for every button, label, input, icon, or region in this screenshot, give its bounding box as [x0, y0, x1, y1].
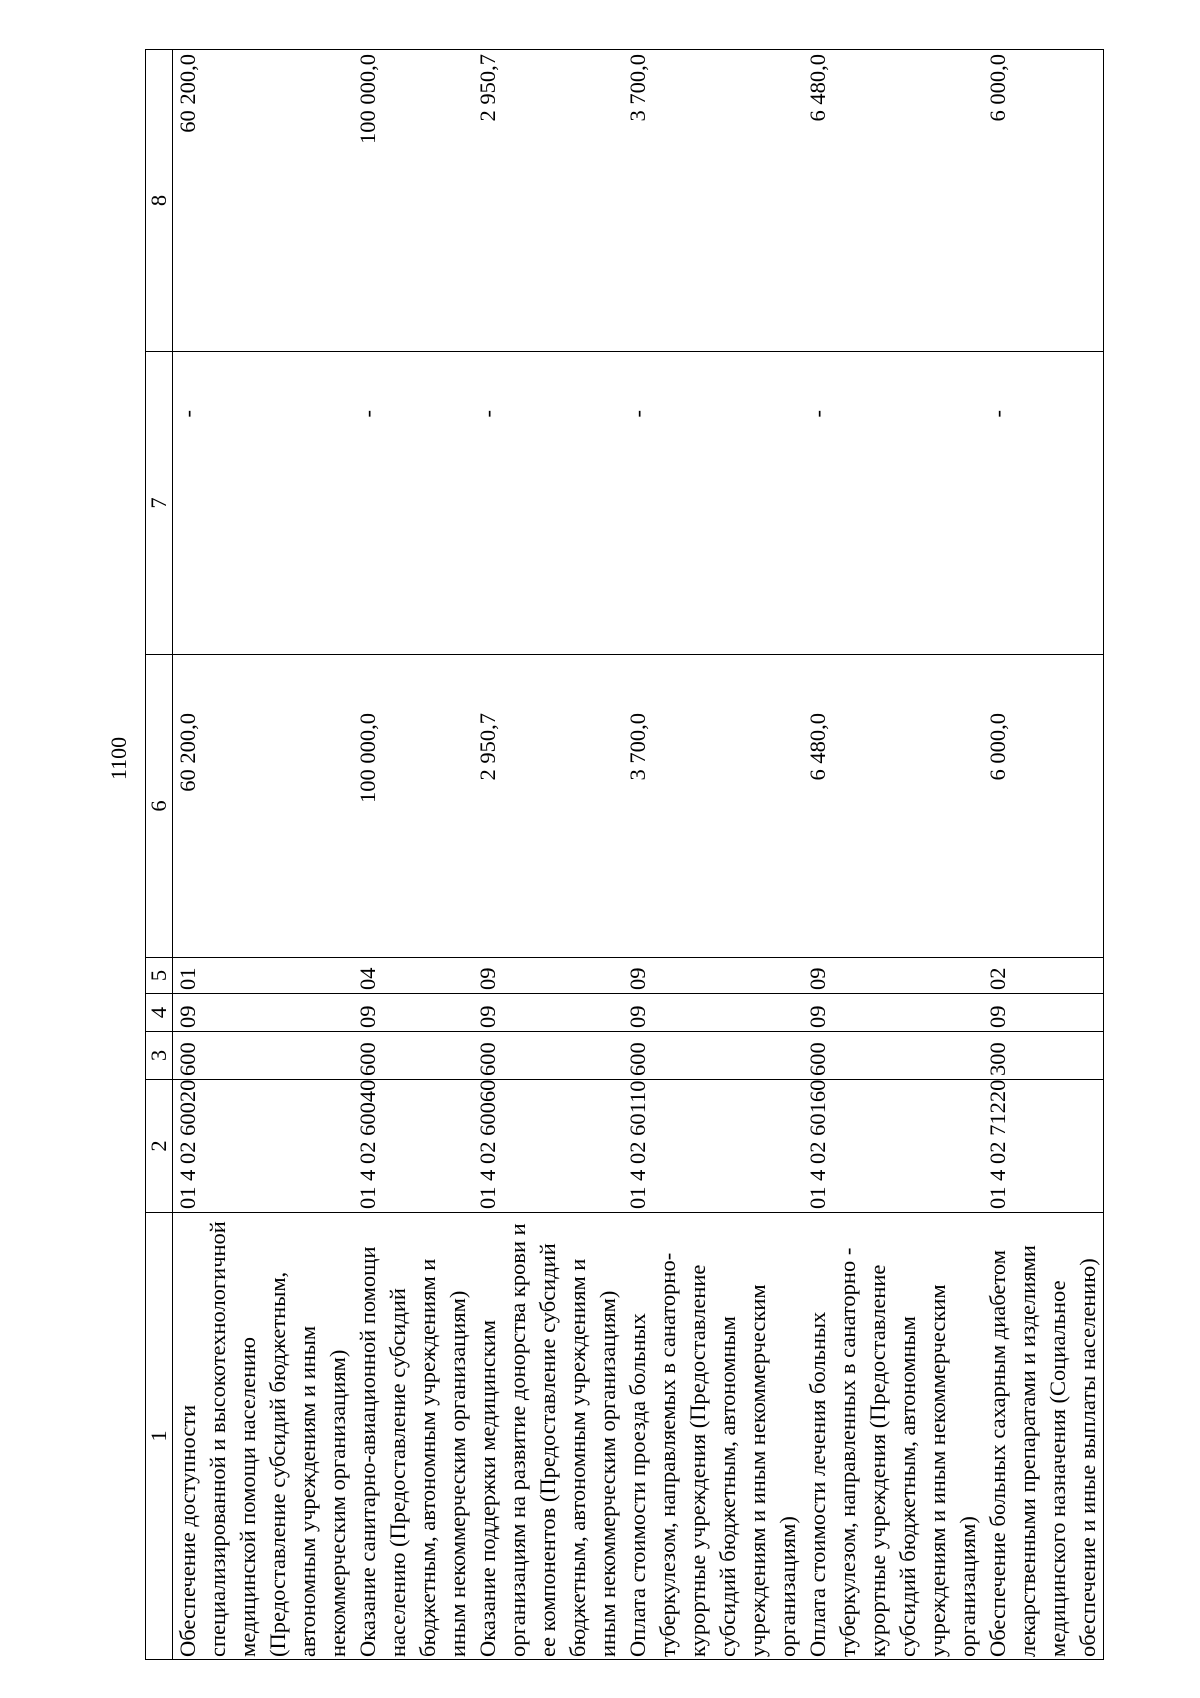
- row-section: 09: [983, 994, 1104, 1032]
- row-total: 6 480,0: [803, 655, 983, 958]
- header-cell-5: 5: [146, 958, 173, 994]
- header-row: [146, 50, 173, 1660]
- row-col7: -: [803, 352, 983, 655]
- row-expense-type: 600: [623, 1032, 803, 1080]
- row-col7: -: [353, 352, 473, 655]
- table-row: [353, 50, 473, 1660]
- row-col7: -: [173, 352, 354, 655]
- row-section: 09: [473, 994, 623, 1032]
- row-col7: -: [983, 352, 1104, 655]
- row-section: 09: [803, 994, 983, 1032]
- row-expense-type: 600: [353, 1032, 473, 1080]
- row-section: 09: [353, 994, 473, 1032]
- row-target-code: 01 4 02 60040: [353, 1080, 473, 1213]
- row-col7: -: [623, 352, 803, 655]
- row-subsection: 02: [983, 958, 1104, 994]
- row-total: 100 000,0: [353, 655, 473, 958]
- row-description: Оплата стоимости лечения больных туберкулезом, направленных в санаторно - курортные учреждения (Предоставление субсидий бюджетным, автономным учреждениям и иным некоммерческим организациям): [803, 1213, 983, 1660]
- header-cell-6: 6: [146, 655, 173, 958]
- row-expense-type: 600: [803, 1032, 983, 1080]
- row-subsection: 09: [473, 958, 623, 994]
- row-section: 09: [173, 994, 354, 1032]
- budget-table: [145, 49, 1104, 1660]
- row-total: 60 200,0: [173, 655, 354, 958]
- row-total: 6 000,0: [983, 655, 1104, 958]
- row-col8: 100 000,0: [353, 50, 473, 352]
- row-expense-type: 300: [983, 1032, 1104, 1080]
- header-cell-3: 3: [146, 1032, 173, 1080]
- row-subsection: 09: [623, 958, 803, 994]
- table-row: [803, 50, 983, 1660]
- row-target-code: 01 4 02 60110: [623, 1080, 803, 1213]
- row-col8: 60 200,0: [173, 50, 354, 352]
- header-cell-4: 4: [146, 994, 173, 1032]
- table-row: [983, 50, 1104, 1660]
- row-total: 2 950,7: [473, 655, 623, 958]
- row-target-code: 01 4 02 60020: [173, 1080, 354, 1213]
- row-subsection: 09: [803, 958, 983, 994]
- table-row: [173, 50, 354, 1660]
- header-cell-8: 8: [146, 50, 173, 352]
- row-description: Оказание поддержки медицинским организациям на развитие донорства крови и ее компонентов (Предоставление субсидий бюджетным, автономным учреждениям и иным некоммерческим организациям): [473, 1213, 623, 1660]
- row-col8: 6 480,0: [803, 50, 983, 352]
- row-description: Оказание санитарно-авиационной помощи населению (Предоставление субсидий бюджетным, автономным учреждениям и иным некоммерческим организациям): [353, 1213, 473, 1660]
- header-cell-7: 7: [146, 352, 173, 655]
- header-cell-1: 1: [146, 1213, 173, 1660]
- row-description: Обеспечение доступности специализированной и высокотехнологичной медицинской помощи населению (Предоставление субсидий бюджетным, автономным учреждениям и иным некоммерческим организациям): [173, 1213, 354, 1660]
- page-number: 1100: [106, 736, 131, 780]
- row-target-code: 01 4 02 60060: [473, 1080, 623, 1213]
- rotated-table-container: [145, 50, 1104, 1660]
- table-row: [473, 50, 623, 1660]
- row-total: 3 700,0: [623, 655, 803, 958]
- row-target-code: 01 4 02 60160: [803, 1080, 983, 1213]
- row-description: Обеспечение больных сахарным диабетом лекарственными препаратами и изделиями медицинского назначения (Социальное обеспечение и иные выплаты населению): [983, 1213, 1104, 1660]
- row-col8: 3 700,0: [623, 50, 803, 352]
- row-subsection: 01: [173, 958, 354, 994]
- header-cell-2: 2: [146, 1080, 173, 1213]
- row-expense-type: 600: [473, 1032, 623, 1080]
- row-expense-type: 600: [173, 1032, 354, 1080]
- row-target-code: 01 4 02 71220: [983, 1080, 1104, 1213]
- row-col8: 2 950,7: [473, 50, 623, 352]
- row-col8: 6 000,0: [983, 50, 1104, 352]
- table-row: [623, 50, 803, 1660]
- row-description: Оплата стоимости проезда больных туберкулезом, направляемых в санаторно-курортные учреждения (Предоставление субсидий бюджетным, автономным учреждениям и иным некоммерческим организациям): [623, 1213, 803, 1660]
- row-col7: -: [473, 352, 623, 655]
- row-subsection: 04: [353, 958, 473, 994]
- row-section: 09: [623, 994, 803, 1032]
